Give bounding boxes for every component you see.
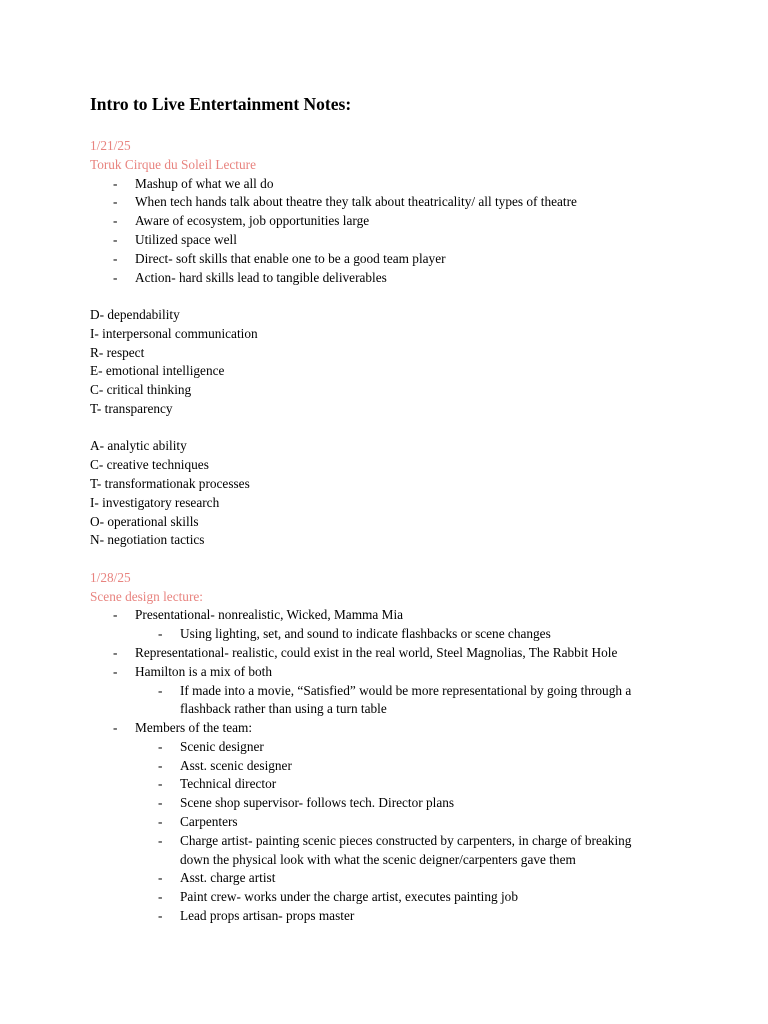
- list-item-text: Scene shop supervisor- follows tech. Director plans: [180, 795, 455, 811]
- section-heading: Toruk Cirque du Soleil Lecture: [90, 156, 256, 172]
- list-item: [90, 231, 690, 250]
- list-item: [90, 250, 690, 269]
- dash-marker: -: [113, 175, 118, 191]
- dash-marker: -: [113, 607, 118, 623]
- dash-marker: -: [113, 213, 118, 229]
- list-item-text: Representational- realistic, could exist in the real world, Steel Magnolias, The Rabbit Hole: [135, 644, 618, 660]
- list-item: [90, 907, 690, 926]
- list-item-text-continued: down the physical look with what the scenic deigner/carpenters gave them: [180, 851, 576, 867]
- list-item: [90, 663, 690, 682]
- dash-marker: -: [113, 231, 118, 247]
- section-heading: Scene design lecture:: [90, 588, 203, 604]
- list-item: [90, 757, 690, 776]
- list-item: [90, 212, 690, 231]
- bullet-list: [90, 719, 690, 738]
- acronym-line: T- transformationak processes: [90, 475, 250, 491]
- section-date: 1/21/25: [90, 138, 131, 153]
- list-item: [90, 813, 690, 832]
- acronym-line: I- investigatory research: [90, 494, 220, 510]
- list-item-text: Presentational- nonrealistic, Wicked, Mamma Mia: [135, 607, 404, 623]
- list-item-text: Asst. charge artist: [180, 870, 276, 886]
- dash-marker: -: [158, 682, 163, 698]
- acronym-line: C- critical thinking: [90, 382, 192, 398]
- list-item: [90, 738, 690, 757]
- acronym-line: T- transparency: [90, 400, 173, 416]
- acronym-line: O- operational skills: [90, 513, 199, 529]
- dash-marker: -: [158, 870, 163, 886]
- dash-marker: -: [158, 908, 163, 924]
- dash-marker: -: [158, 889, 163, 905]
- list-item-text: Charge artist- painting scenic pieces constructed by carpenters, in charge of breaking: [180, 832, 632, 848]
- section-date: 1/28/25: [90, 569, 131, 585]
- list-item: [90, 625, 690, 644]
- list-item: [90, 606, 690, 625]
- list-item: [90, 794, 690, 813]
- acronym-line: R- respect: [90, 344, 145, 360]
- list-item: [90, 682, 690, 720]
- list-item: [90, 644, 690, 663]
- sub-bullet-list: [90, 682, 690, 720]
- list-item-text: Lead props artisan- props master: [180, 908, 355, 924]
- document-body: [90, 92, 690, 926]
- acronym-line: I- interpersonal communication: [90, 325, 258, 341]
- dash-marker: -: [113, 194, 118, 210]
- sub-bullet-list: [90, 625, 690, 644]
- bullet-list: [90, 175, 690, 288]
- acronym-line: A- analytic ability: [90, 438, 187, 454]
- list-item: [90, 888, 690, 907]
- list-item-text: Scenic designer: [180, 738, 264, 754]
- list-item: [90, 832, 690, 870]
- dash-marker: -: [158, 776, 163, 792]
- list-item-text: Using lighting, set, and sound to indicate flashbacks or scene changes: [180, 626, 551, 642]
- list-item-text: Technical director: [180, 776, 277, 792]
- dash-marker: -: [158, 795, 163, 811]
- list-item-text: Direct- soft skills that enable one to be a good team player: [135, 250, 446, 266]
- list-item-text: Action- hard skills lead to tangible deliverables: [135, 269, 387, 285]
- list-item-text: When tech hands talk about theatre they talk about theatricality/ all types of theatre: [135, 194, 577, 210]
- dash-marker: -: [113, 250, 118, 266]
- list-item-text: Asst. scenic designer: [180, 757, 292, 773]
- acronym-line: C- creative techniques: [90, 457, 209, 473]
- list-item-text: Members of the team:: [135, 720, 253, 736]
- acronym-line: E- emotional intelligence: [90, 363, 225, 379]
- acronym-line: D- dependability: [90, 306, 180, 322]
- dash-marker: -: [158, 738, 163, 754]
- list-item-text-continued: flashback rather than using a turn table: [180, 701, 387, 717]
- dash-marker: -: [158, 757, 163, 773]
- dash-marker: -: [158, 626, 163, 642]
- list-item-text: Mashup of what we all do: [135, 175, 274, 191]
- acronym-line: N- negotiation tactics: [90, 532, 205, 548]
- team-members-list: [90, 738, 690, 926]
- action-acronym-block: [90, 437, 690, 550]
- list-item: [90, 175, 690, 194]
- bullet-list: [90, 606, 690, 625]
- dash-marker: -: [113, 269, 118, 285]
- list-item-text: Aware of ecosystem, job opportunities large: [135, 213, 370, 229]
- list-item-text: Hamilton is a mix of both: [135, 663, 273, 679]
- page-title: Intro to Live Entertainment Notes:: [90, 94, 352, 114]
- list-item-text: Utilized space well: [135, 231, 237, 247]
- direct-acronym-block: [90, 306, 690, 419]
- list-item: [90, 193, 690, 212]
- dash-marker: -: [158, 814, 163, 830]
- list-item-text: Paint crew- works under the charge artist, executes painting job: [180, 889, 518, 905]
- list-item: [90, 869, 690, 888]
- bullet-list: [90, 644, 690, 682]
- list-item: [90, 269, 690, 288]
- list-item: [90, 719, 690, 738]
- list-item-text: Carpenters: [180, 814, 238, 830]
- dash-marker: -: [158, 832, 163, 848]
- dash-marker: -: [113, 644, 118, 660]
- dash-marker: -: [113, 720, 118, 736]
- dash-marker: -: [113, 663, 118, 679]
- list-item-text: If made into a movie, “Satisfied” would be more representational by going through a: [180, 682, 632, 698]
- list-item: [90, 775, 690, 794]
